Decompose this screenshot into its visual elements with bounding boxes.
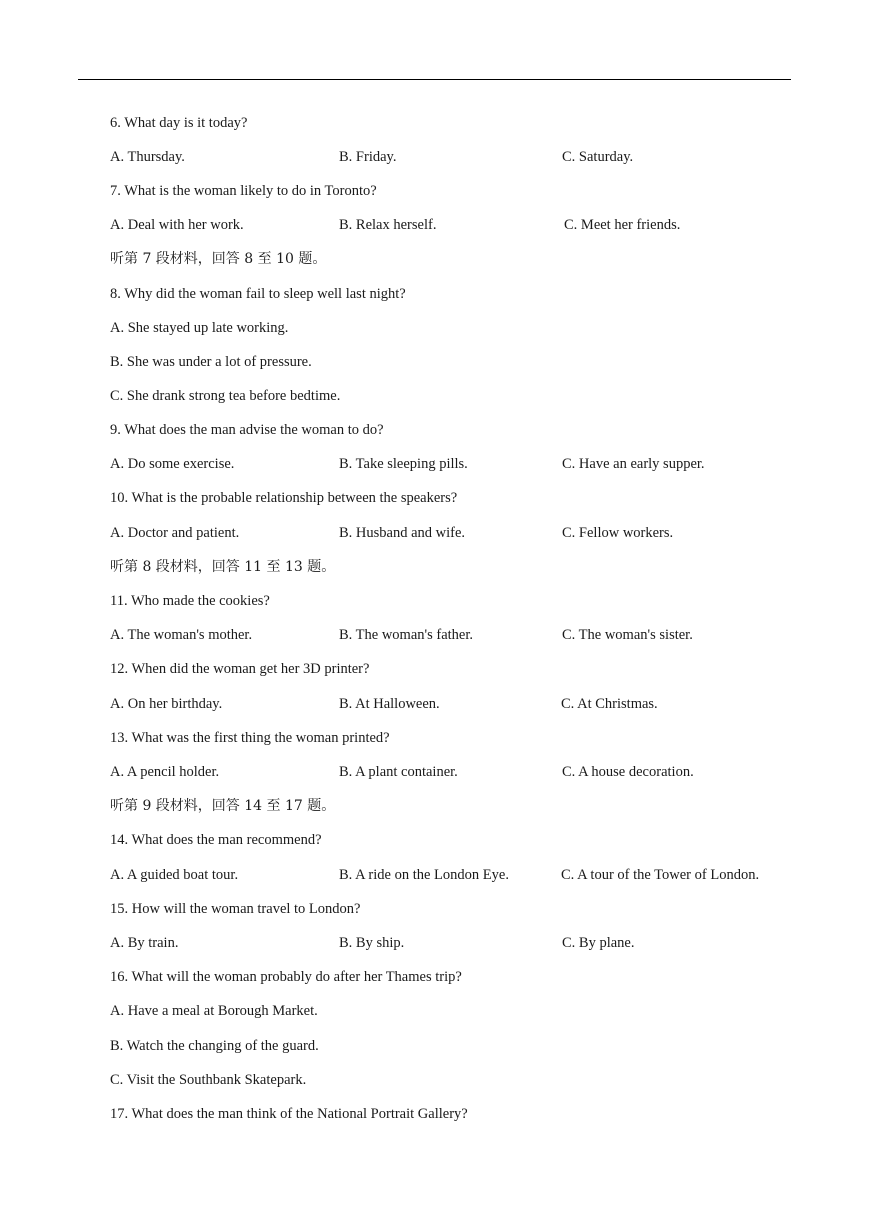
question-17: 17. What does the man think of the National Portrait Gallery? (110, 1106, 468, 1122)
q15-option-a: A. By train. (110, 935, 179, 951)
q12-option-c: C. At Christmas. (561, 696, 658, 712)
q9-option-b: B. Take sleeping pills. (339, 456, 468, 472)
q8-option-a: A. She stayed up late working. (110, 320, 289, 336)
q7-option-b: B. Relax herself. (339, 217, 437, 233)
q10-option-c: C. Fellow workers. (562, 525, 674, 541)
q6-option-a: A. Thursday. (110, 149, 185, 165)
q11-option-c: C. The woman's sister. (562, 627, 693, 643)
q16-option-a: A. Have a meal at Borough Market. (110, 1003, 318, 1019)
q16-option-b: B. Watch the changing of the guard. (110, 1038, 319, 1054)
q15-option-c: C. By plane. (562, 935, 635, 951)
q10-option-b: B. Husband and wife. (339, 525, 466, 541)
section-8-instruction: 听第 8 段材料，回答 11 至 13 题。 (110, 559, 336, 575)
q11-option-a: A. The woman's mother. (110, 627, 253, 643)
q13-option-b: B. A plant container. (339, 764, 458, 780)
q12-option-a: A. On her birthday. (110, 696, 223, 712)
q7-option-a: A. Deal with her work. (110, 217, 244, 233)
question-16: 16. What will the woman probably do after her Thames trip? (110, 969, 462, 985)
q10-option-a: A. Doctor and patient. (110, 525, 240, 541)
question-12: 12. When did the woman get her 3D printer? (110, 661, 370, 677)
q7-option-c: C. Meet her friends. (564, 217, 681, 233)
q13-option-a: A. A pencil holder. (110, 764, 220, 780)
q6-option-b: B. Friday. (339, 149, 397, 165)
q8-option-b: B. She was under a lot of pressure. (110, 354, 312, 370)
question-15: 15. How will the woman travel to London? (110, 901, 361, 917)
question-8: 8. Why did the woman fail to sleep well last night? (110, 286, 406, 302)
q12-option-b: B. At Halloween. (339, 696, 440, 712)
section-7-instruction: 听第 7 段材料，回答 8 至 10 题。 (110, 251, 327, 267)
section-9-instruction: 听第 9 段材料，回答 14 至 17 题。 (110, 798, 336, 814)
q14-option-b: B. A ride on the London Eye. (339, 867, 509, 883)
question-13: 13. What was the first thing the woman printed? (110, 730, 390, 746)
q6-option-c: C. Saturday. (562, 149, 634, 165)
question-10: 10. What is the probable relationship between the speakers? (110, 490, 458, 506)
question-14: 14. What does the man recommend? (110, 832, 322, 848)
q15-option-b: B. By ship. (339, 935, 405, 951)
q14-option-c: C. A tour of the Tower of London. (561, 867, 760, 883)
question-11: 11. Who made the cookies? (110, 593, 270, 609)
question-6: 6. What day is it today? (110, 115, 248, 131)
q13-option-c: C. A house decoration. (562, 764, 694, 780)
question-9: 9. What does the man advise the woman to do? (110, 422, 384, 438)
q8-option-c: C. She drank strong tea before bedtime. (110, 388, 341, 404)
q14-option-a: A. A guided boat tour. (110, 867, 239, 883)
q9-option-c: C. Have an early supper. (562, 456, 705, 472)
question-7: 7. What is the woman likely to do in Toronto? (110, 183, 377, 199)
header-rule (78, 79, 791, 80)
q9-option-a: A. Do some exercise. (110, 456, 235, 472)
q16-option-c: C. Visit the Southbank Skatepark. (110, 1072, 307, 1088)
q11-option-b: B. The woman's father. (339, 627, 474, 643)
